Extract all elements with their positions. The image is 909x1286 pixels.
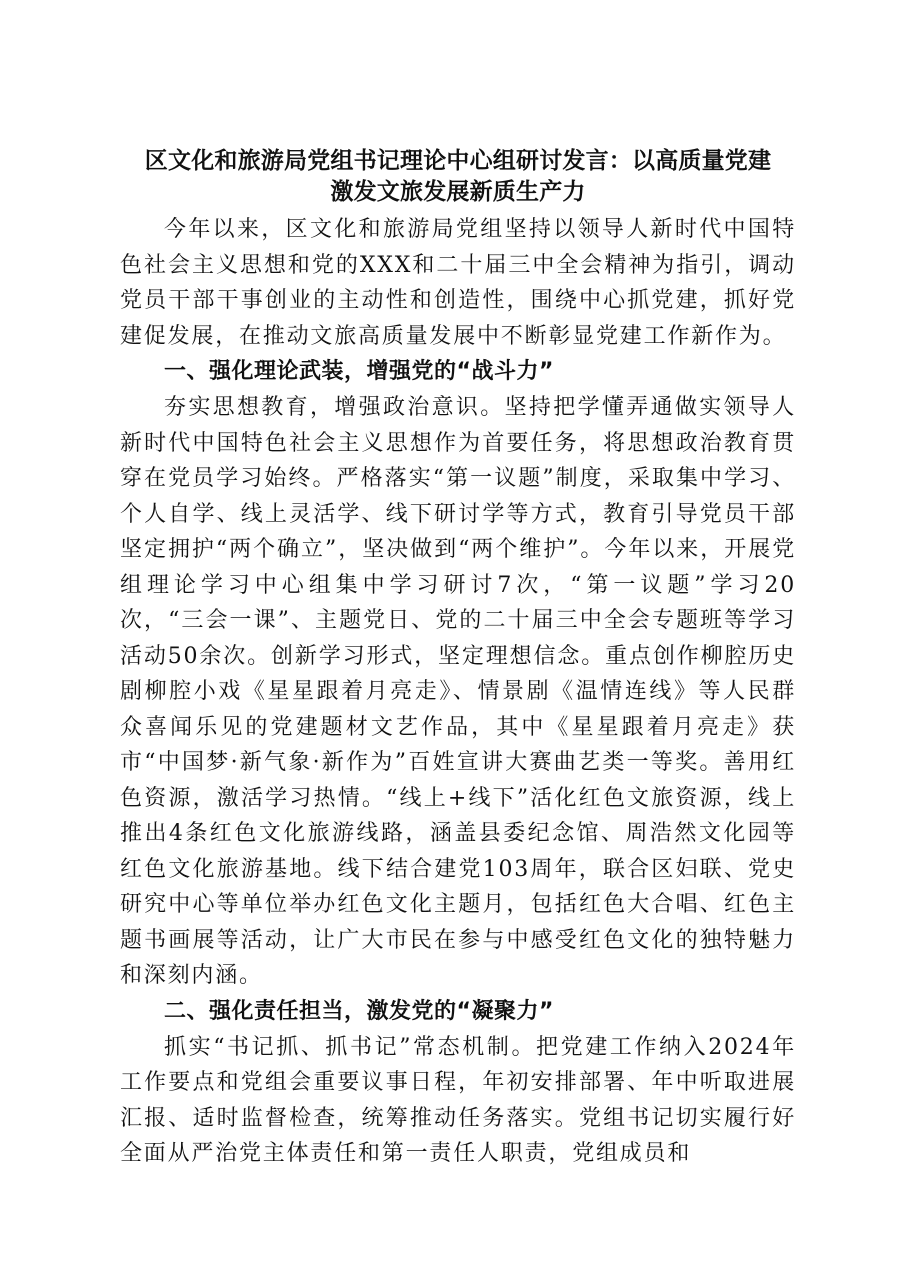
- section-2-heading: 二、强化责任担当，激发党的“凝聚力”: [164, 998, 554, 1024]
- document-title: [120, 146, 796, 208]
- section-1-paragraph: 夯实思想教育，增强政治意识。坚持把学懂弄通做实领导人新时代中国特色社会主义思想作为首要任务，将思想政治教育贯穿在党员学习始终。严格落实“第一议题”制度，采取集中学习、个人自学、线上灵活学、线下研讨学等方式，教育引导党员干部坚定拥护“两个确立”，坚决做到“两个维护”。今年以来，开展党组理论学习中心组集中学习研讨7次，“第一议题”学习20次，“三会一课”、主题党日、党的二十届三中全会专题班等学习活动50余次。创新学习形式，坚定理想信念。重点创作柳腔历史剧柳腔小戏《星星跟着月亮走》、情景剧《温情连线》等人民群众喜闻乐见的党建题材文艺作品，其中《星星跟着月亮走》获市“中国梦·新气象·新作为”百姓宣讲大赛曲艺类一等奖。善用红色资源，激活学习热情。“线上+线下”活化红色文旅资源，线上推出4条红色文化旅游线路，涵盖县委纪念馆、周浩然文化园等红色文化旅游基地。线下结合建党103周年，联合区妇联、党史研究中心等单位举办红色文化主题月，包括红色大合唱、红色主题书画展等活动，让广大市民在参与中感受红色文化的独特魅力和深刻内涵。: [120, 395, 796, 988]
- document-page: [120, 146, 796, 1172]
- title-line-2: 激发文旅发展新质生产力: [330, 179, 586, 205]
- section-2-paragraph: 抓实“书记抓、抓书记”常态机制。把党建工作纳入2024年工作要点和党组会重要议事日程，年初安排部署、年中听取进展汇报、适时监督检查，统筹推动任务落实。党组书记切实履行好全面从严治党主体责任和第一责任人职责，党组成员和: [120, 1034, 796, 1166]
- title-line-1: 区文化和旅游局党组书记理论中心组研讨发言：以高质量党建: [144, 148, 772, 174]
- intro-paragraph: 今年以来，区文化和旅游局党组坚持以领导人新时代中国特色社会主义思想和党的XXX和二十届三中全会精神为指引，调动党员干部干事创业的主动性和创造性，围绕中心抓党建，抓好党建促发展，在推动文旅高质量发展中不断彰显党建工作新作为。: [120, 217, 796, 349]
- section-1-heading: 一、强化理论武装，增强党的“战斗力”: [164, 359, 554, 384]
